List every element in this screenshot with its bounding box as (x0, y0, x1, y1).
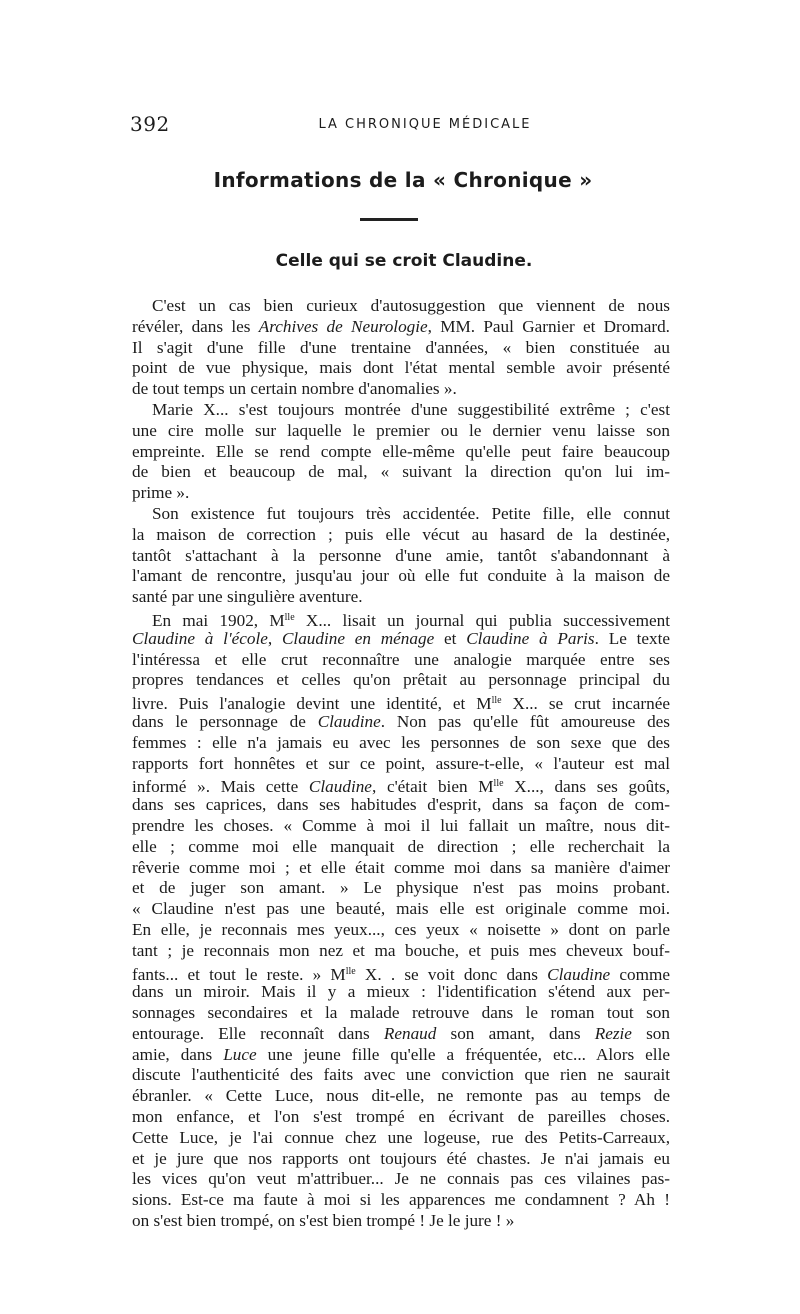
text-line: la maison de correction ; puis elle vécut au hasard de la destinée, (132, 524, 670, 544)
text-line: Il s'agit d'une fille d'une trentaine d'années, « bien constituée au (132, 337, 670, 357)
text-line: de tout temps un certain nombre d'anomalies ». (132, 379, 457, 399)
text-line: fants... et tout le reste. » $M^{lle}$ X. . se voit donc dans Claudine comme (132, 964, 670, 984)
text-line: on s'est bien trompé, on s'est bien trompé ! Je le jure ! » (132, 1211, 515, 1231)
text-line: En mai 1902, $M^{lle}$ X... lisait un journal qui publia successivement (152, 610, 670, 630)
text-line: Claudine à l'école, Claudine en ménage et Claudine à Paris. Le texte (132, 628, 671, 648)
text-line: les vices qu'on veut m'attribuer... Je ne connais pas ces vilaines pas- (132, 1169, 670, 1189)
text-line: sonnages secondaires et la malade retrouve dans le roman tout son (132, 1003, 670, 1023)
text-line: une cire molle sur laquelle le premier ou le dernier venu laisse son (132, 420, 670, 440)
text-line: prime ». (132, 483, 190, 503)
text-line: révéler, dans les Archives de Neurologie, MM. Paul Garnier et Dromard. (132, 316, 670, 336)
text-line: empreinte. Elle se rend compte elle-même qu'elle peut faire beaucoup (132, 441, 670, 461)
text-line: dans le personnage de Claudine. Non pas qu'elle fût amoureuse des (132, 711, 670, 731)
text-line: rêverie comme moi ; et elle était comme moi dans sa manière d'aimer (132, 857, 670, 877)
text-line: C'est un cas bien curieux d'autosuggestion que viennent de nous (152, 296, 670, 315)
running-head: LA CHRONIQUE MÉDICALE (318, 117, 532, 132)
text-line: et je jure que nos rapports ont toujours été chastes. Je n'ai jamais eu (132, 1148, 670, 1168)
text-line: Cette Luce, je l'ai connue chez une logeuse, rue des Petits-Carreaux, (132, 1127, 670, 1147)
text-line: prendre les choses. « Comme à moi il lui fallait un maître, nous dit- (132, 815, 670, 835)
text-line: tantôt s'attachant à la personne d'une amie, tantôt s'abandonnant à (132, 545, 670, 565)
text-line: informé ». Mais cette Claudine, c'était bien $M^{lle}$ X..., dans ses goûts, (132, 777, 671, 797)
text-line: Marie X... s'est toujours montrée d'une suggestibilité extrême ; c'est (152, 399, 670, 419)
text-line: propres tendances et celles qu'on prêtait au personnage principal du (132, 670, 670, 690)
text-line: et de juger son amant. » Le physique n'est pas moins probant. (132, 878, 670, 898)
text-line: l'amant de rencontre, jusqu'au jour où elle fut conduite à la maison de (132, 566, 670, 586)
text-line: Son existence fut toujours très accidentée. Petite fille, elle connut (152, 503, 670, 523)
text-line: discute l'authenticité des faits avec une conviction que rien ne saurait (132, 1065, 670, 1085)
text-line: entourage. Elle reconnaît dans Renaud son amant, dans Rezie son (132, 1023, 670, 1043)
section-title: Informations de la « Chronique » (213, 168, 593, 192)
text-line: mon enfance, et l'on s'est trompé en écrivant de pareilles choses. (132, 1107, 670, 1127)
text-line: l'intéressa et elle crut reconnaître une analogie marquée entre ses (132, 649, 670, 669)
text-line: femmes : elle n'a jamais eu avec les personnes de son sexe que des (132, 732, 670, 752)
text-line: amie, dans Luce une jeune fille qu'elle a fréquentée, etc... Alors elle (132, 1044, 670, 1064)
article-body (132, 296, 670, 1232)
text-line: dans ses caprices, dans ses habitudes d'esprit, dans sa façon de com- (132, 795, 670, 815)
text-line: elle ; comme moi elle manquait de direction ; elle recherchait la (132, 836, 670, 856)
text-line: point de vue physique, mais dont l'état mental semble avoir présenté (132, 358, 670, 378)
text-line: tant ; je reconnais mon nez et ma bouche, et puis mes cheveux bouf- (132, 940, 670, 960)
text-line: rapports fort honnêtes et sur ce point, assure-t-elle, « l'auteur est mal (132, 753, 670, 773)
text-line: santé par une singulière aventure. (132, 587, 363, 607)
title-rule (360, 218, 418, 221)
text-line: de bien et beaucoup de mal, « suivant la direction qu'on lui im- (132, 462, 670, 482)
article-title: Celle qui se croit Claudine. (275, 251, 533, 271)
text-line: sions. Est-ce ma faute à moi si les apparences me condamnent ? Ah ! (132, 1190, 670, 1210)
text-line: En elle, je reconnais mes yeux..., ces yeux « noisette » dont on parle (132, 919, 670, 939)
text-line: « Claudine n'est pas une beauté, mais elle est originale comme moi. (132, 899, 670, 919)
page-number: 392 (130, 112, 170, 136)
text-line: dans un miroir. Mais il y a mieux : l'identification s'étend aux per- (132, 982, 670, 1002)
text-line: ébranler. « Cette Luce, nous dit-elle, ne remonte pas au temps de (132, 1086, 670, 1106)
text-line: livre. Puis l'analogie devint une identité, et $M^{lle}$ X... se crut incarnée (132, 694, 670, 714)
